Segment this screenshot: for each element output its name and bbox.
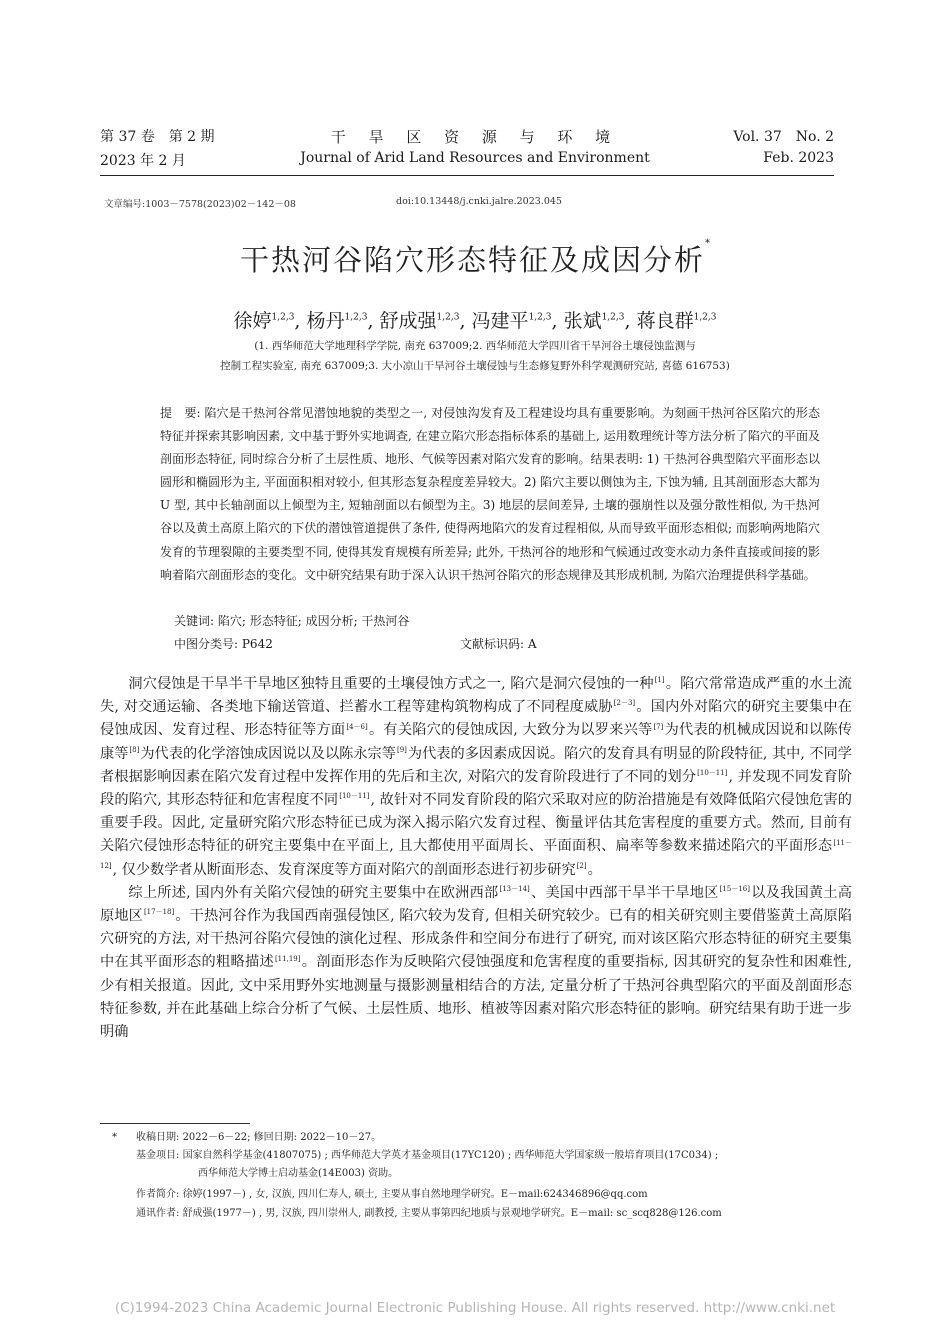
date-en: Feb. 2023 — [763, 150, 834, 166]
document-code: 文献标识码: A — [460, 637, 537, 651]
body-paragraph — [100, 882, 852, 1044]
body-text-run: 为代表的多因素成因说。陷穴的发育具有明显的阶段特征, 其中, 不同学者根据影响因素在陷穴发育过程中发挥作用的先后和主次, 对陷穴的发育阶段进行了不同的划分 — [100, 745, 852, 785]
author-name: 张斌 — [563, 310, 602, 332]
body-text-run: 、美国中西部干旱半干旱地区 — [530, 884, 719, 901]
keywords: 关键词: 陷穴; 形态特征; 成因分析; 干热河谷 — [174, 614, 410, 628]
author-affiliation-sup: 1,2,3 — [436, 312, 460, 323]
body-text-run: 为代表的化学溶蚀成因说以及以陈永宗等 — [140, 745, 396, 762]
footnote-received — [136, 1129, 381, 1146]
author-name: 冯建平 — [471, 310, 529, 332]
author-affiliation-sup: 1,2,3 — [693, 312, 717, 323]
body-text-run: , 故针对不同发育阶段的陷穴采取对应的防治措施是有效降低陷穴侵蚀危害的重要手段。因此, 定量研究陷穴形态特征已成为深入揭示陷穴发育过程、衡量评估其危害程度的重要方式。然而, 目前有关陷穴侵蚀形态特征的研究主要集中在平面上, 且大都使用平面周长、平面面积、扁率等参数来描述陷穴的平面形态 — [100, 792, 852, 855]
author-affiliation-sup: 1,2,3 — [601, 312, 625, 323]
body-text-run: 。干热河谷作为我国西南强侵蚀区, 陷穴较为发育, 但相关研究较少。已有的相关研究则主要借鉴黄土高原陷穴研究的方法, 对干热河谷陷穴侵蚀的演化过程、形成条件和空间分布进行了研究, 而对该区陷穴形态特征的研究主要集中在其平面形态的粗略描述 — [100, 908, 852, 971]
footnote-author — [136, 1186, 648, 1203]
author-affiliation-sup: 1,2,3 — [271, 312, 295, 323]
citation: [1] — [654, 676, 665, 685]
footnote-fund — [136, 1147, 718, 1164]
body-text-run: 洞穴侵蚀是干旱半干旱地区独特且重要的土壤侵蚀方式之一, 陷穴是洞穴侵蚀的一种 — [128, 676, 654, 692]
body-text-run: , 并发现不同发育阶段的陷穴, 其形态特征和危害程度不同 — [100, 768, 852, 809]
footnote-text: 舒成强(1977－) , 男, 汉族, 四川崇州人, 副教授, 主要从事第四纪地质与景观地学研究。E－mail: sc_scq828@126.com — [182, 1208, 722, 1219]
journal-title-cn: 干 旱 区 资 源 与 环 境 — [330, 128, 620, 146]
citation: [13－14] — [499, 885, 530, 894]
citation: [17－18] — [143, 908, 175, 917]
citation: [4－6] — [346, 722, 368, 731]
body-paragraph — [100, 673, 852, 882]
date-cn: 2023 年 2 月 — [100, 153, 186, 169]
title-text: 干热河谷陷穴形态特征及成因分析 — [239, 243, 705, 277]
body-text-run: 为代表的机械成因说和以陈传康等 — [100, 722, 852, 762]
body-text-run: 。陷穴常常造成严重的水土流失, 对交通运输、各类地下输送管道、拦蓄水工程等建构筑物构成了不同程度威胁 — [100, 676, 852, 716]
citation: [10－11] — [339, 792, 370, 801]
citation: [9] — [396, 745, 407, 754]
author-name: 杨丹 — [306, 310, 345, 332]
title-footnote-mark: * — [705, 238, 710, 249]
footnote-label: 收稿日期: — [136, 1132, 180, 1143]
footnote-star: * — [112, 1132, 117, 1143]
classification-number: 中图分类号: P642 — [174, 637, 273, 651]
citation: [11－12] — [100, 838, 852, 870]
footnote-correspondence — [136, 1205, 722, 1222]
footnote-fund-cont: 西华师范大学博士启动基金(14E003) 资助。 — [198, 1168, 399, 1179]
footnote-label: 基金项目: — [136, 1150, 180, 1161]
copyright-watermark: (C)1994-2023 China Academic Journal Electronic Publishing House. All rights reserved. http://www.cnki.net — [114, 1300, 836, 1316]
volume-issue-en: Vol. 37 No. 2 — [733, 129, 834, 145]
author-affiliation-sup: 1,2,3 — [344, 312, 368, 323]
body-text-run: 综上所述, 国内外有关陷穴侵蚀的研究主要集中在欧洲西部 — [128, 884, 499, 901]
doi: doi:10.13448/j.cnki.jalre.2023.045 — [396, 196, 562, 207]
author-list: 徐婷$^{1,2,3}$, 杨丹$^{1,2,3}$, 舒成强$^{1,2,3}$, 冯建平$^{1,2,3}$, 张斌$^{1,2,3}$, 蒋良群$^{1,2,3}$ — [233, 310, 717, 332]
volume-issue-cn: 第 37 卷 第 2 期 — [100, 129, 215, 145]
body-text-run: 。国内外对陷穴的研究主要集中在侵蚀成因、发育过程、形态特征等方面 — [100, 699, 852, 739]
footnote-label: 作者简介: — [136, 1189, 180, 1200]
author-affiliation-sup: 1,2,3 — [528, 312, 552, 323]
footnote-text: 国家自然科学基金(41807075) ; 西华师范大学英才基金项目(17YC120) ; 西华师范大学国家级一般培育项目(17C034) ; — [182, 1150, 719, 1161]
header-rule — [100, 175, 834, 176]
body-text-run: 以及我国黄土高原地区 — [100, 884, 852, 925]
citation: [15－16] — [719, 885, 750, 894]
body-text-run: 。剖面形态作为反映陷穴侵蚀强度和危害程度的重要指标, 因其研究的复杂性和困难性, 少有相关报道。因此, 文中采用野外实地测量与摄影测量相结合的方法, 定量分析了干热河谷典型陷穴的平面及剖面形态特征参数, 并在此基础上综合分析了气候、土层性质、地形、植被等因素对陷穴形态特征的影响。研究结果有助于进一步明确 — [100, 954, 852, 1041]
journal-title-en: Journal of Arid Land Resources and Environment — [300, 150, 650, 166]
author-name: 舒成强 — [379, 310, 437, 332]
footnote-text: 徐婷(1997－) , 女, 汉族, 四川仁寿人, 硕士, 主要从事自然地理学研究。E－mail:624346896@qq.com — [182, 1189, 648, 1200]
citation: [11,19] — [274, 954, 301, 963]
abstract — [160, 402, 820, 587]
footnote-text: 2022－6－22; 修回日期: 2022－10－27。 — [182, 1132, 382, 1143]
body-text-run: 。有关陷穴的侵蚀成因, 大致分为以罗来兴等 — [368, 722, 653, 739]
abstract-text: 提 要: 陷穴是干热河谷常见潜蚀地貌的类型之一, 对侵蚀沟发育及工程建设均具有重要影响。为刻画干热河谷区陷穴的形态特征并探索其影响因素, 文中基于野外实地调查, 在建立陷穴形态指标体系的基础上, 运用数理统计等方法分析了陷穴的平面及剖面形态特征, 同时综合分析了土层性质、地形、气候等因素对陷穴发育的影响。结果表明: 1) 干热河谷典型陷穴平面形态以圆形和椭圆形为主, 平面面积相对较小, 但其形态复杂程度差异较大。2) 陷穴主要以侧蚀为主, 下蚀为辅, 且其剖面形态大都为 U 型, 其中长轴剖面以上倾型为主, 短轴剖面以右倾型为主。3) 地层的层间差异, 土壤的强崩性以及强分散性相似, 为干热河谷以及黄土高原上陷穴的下伏的潜蚀管道提供了条件, 使得两地陷穴的发育过程相似, 从而导致平面形态相似; 而影响两地陷穴发育的节理裂隙的主要类型不同, 使得其发育规模有所差异; 此外, 干热河谷的地形和气候通过改变水动力条件直接或间接的影响着陷穴剖面形态的变化。文中研究结果有助于深入认识干热河谷陷穴的形态规律及其形成机制, 为陷穴治理提供科学基础。 — [160, 406, 820, 582]
citation: [10－11] — [697, 769, 728, 778]
footnote-label: 通讯作者: — [136, 1208, 180, 1219]
body-text — [100, 673, 852, 1044]
body-text-run: , 仅少数学者从断面形态、发育深度等方面对陷穴的剖面形态进行初步研究 — [112, 861, 576, 878]
author-name: 徐婷 — [233, 310, 272, 332]
affiliation-line: 控制工程实验室, 南充 637009;3. 大小凉山干旱河谷土壤侵蚀与生态修复野外科学观测研究站, 喜德 616753) — [220, 360, 730, 372]
citation: [2－3] — [613, 699, 636, 708]
citation: [8] — [129, 745, 140, 754]
article-number: 文章编号:1003－7578(2023)02－142－08 — [104, 199, 296, 210]
citation: [7] — [653, 722, 664, 731]
body-text-run: 。 — [587, 861, 602, 878]
paper-title — [0, 238, 950, 279]
citation: [2] — [576, 861, 587, 870]
affiliation-line: (1. 西华师范大学地理科学学院, 南充 637009;2. 西华师范大学四川省干旱河谷土壤侵蚀监测与 — [254, 340, 696, 352]
author-name: 蒋良群 — [636, 310, 694, 332]
footnote-rule — [100, 1123, 250, 1124]
